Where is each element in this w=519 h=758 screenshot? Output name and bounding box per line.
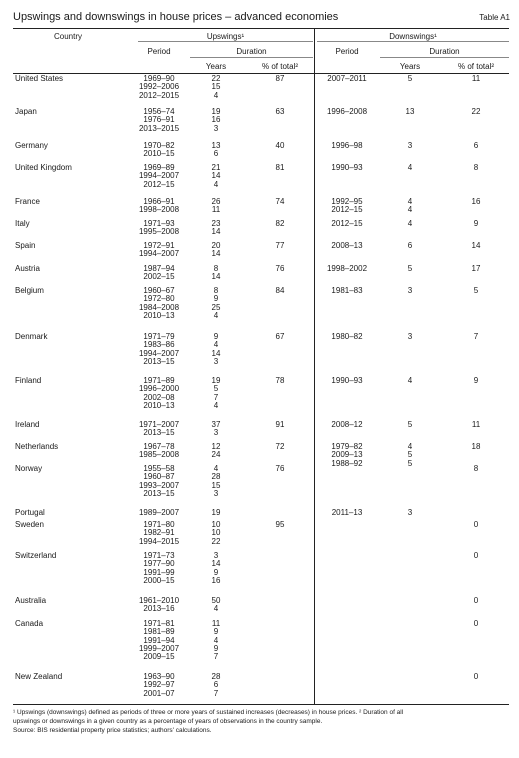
downswing-pct-total: 8 [473, 464, 479, 473]
upswing-period: 2013–2015 [138, 123, 180, 133]
upswing-period: 2001–07 [143, 688, 175, 698]
header-downswings: Downswings¹ [389, 32, 437, 41]
upswing-period: 1981–89 [143, 627, 175, 637]
header-duration-down: Duration [429, 47, 460, 56]
upswing-years: 4 [213, 90, 219, 100]
upswing-period: 2009–15 [143, 652, 175, 662]
downswing-years: 3 [407, 141, 413, 150]
upswing-years: 3 [213, 356, 219, 366]
downswing-period: 2012–15 [331, 219, 363, 228]
upswing-years: 16 [211, 115, 221, 125]
downswing-pct-total: 7 [473, 332, 479, 341]
upswing-period: 2010–13 [143, 400, 175, 410]
bottom-rule [13, 704, 509, 705]
downswing-period: 1990–93 [331, 376, 363, 385]
footnote-1: ¹ Upswings (downswings) defined as periods of three or more years of sustained increases (decreases) in house prices. ² Duration of all [13, 709, 404, 716]
upswing-period: 1955–58 [143, 464, 175, 473]
upswing-years: 37 [211, 420, 221, 429]
downswing-pct-total: 5 [473, 286, 479, 295]
upswing-years: 3 [213, 488, 219, 498]
upswing-years: 8 [213, 286, 219, 295]
upswing-years: 24 [211, 450, 221, 460]
header-pct-down: % of total² [457, 62, 494, 71]
upswing-period: 2013–16 [143, 604, 175, 614]
downswing-period: 1981–83 [331, 286, 363, 295]
upswing-years: 4 [213, 310, 219, 320]
upswing-years: 7 [213, 652, 219, 662]
downswing-period: 2007–2011 [327, 74, 367, 83]
country-name: Japan [15, 107, 37, 116]
upswing-years: 10 [211, 528, 221, 538]
downswing-pct-total: 11 [471, 74, 481, 83]
country-name: Austria [15, 264, 40, 273]
header-period-down: Period [335, 47, 359, 56]
table-id: Table A1 [479, 13, 510, 22]
upswing-period: 1969–90 [143, 74, 175, 83]
upswing-years: 3 [213, 123, 219, 133]
upswing-period: 1994–2015 [138, 536, 180, 546]
upswing-period: 1963–90 [143, 672, 175, 681]
upswing-period: 1992–2006 [138, 82, 180, 92]
country-name: New Zealand [15, 672, 63, 681]
upswing-years: 3 [213, 428, 219, 438]
downswing-years: 3 [407, 286, 413, 295]
upswing-period: 1996–2000 [138, 384, 180, 394]
upswing-years: 14 [211, 227, 221, 237]
downswing-years: 6 [407, 241, 413, 250]
upswing-period: 1992–97 [143, 680, 175, 690]
upswing-pct-total: 91 [275, 420, 285, 429]
downswing-years: 3 [407, 508, 413, 517]
downswing-period: 1996–98 [331, 141, 363, 150]
downswing-pct-total: 0 [473, 520, 479, 529]
upswing-years: 14 [211, 348, 221, 358]
upswing-pct-total: 40 [275, 141, 285, 150]
upswing-years: 13 [211, 141, 221, 150]
upswing-pct-total: 76 [275, 464, 285, 473]
downswing-period: 2012–15 [331, 205, 363, 215]
upswing-years: 4 [213, 464, 219, 473]
upswing-pct-total: 67 [275, 332, 285, 341]
downswing-period: 2011–13 [331, 508, 363, 517]
upswing-period: 1984–2008 [138, 302, 180, 312]
upswing-years: 14 [211, 171, 221, 181]
upswing-years: 4 [213, 179, 219, 189]
downswing-pct-total: 18 [471, 442, 481, 451]
upswing-years: 19 [211, 376, 221, 385]
upswing-period: 2010–15 [143, 149, 175, 159]
upswing-years: 9 [213, 627, 219, 637]
downswing-pct-total: 6 [473, 141, 479, 150]
upswing-period: 1971–73 [143, 551, 175, 560]
upswing-pct-total: 95 [275, 520, 285, 529]
country-name: Netherlands [15, 442, 59, 451]
downswing-years: 4 [407, 376, 413, 385]
upswing-period: 1989–2007 [138, 508, 180, 517]
upswing-period: 1976–91 [143, 115, 175, 125]
upswing-years: 12 [211, 442, 221, 451]
downswing-pct-total: 8 [473, 163, 479, 172]
country-name: Finland [15, 376, 42, 385]
upswing-period: 1970–82 [143, 141, 175, 150]
upswing-years: 11 [211, 205, 221, 215]
upswing-years: 8 [213, 264, 219, 273]
upswing-period: 1960–87 [143, 472, 175, 482]
downswing-years: 4 [407, 197, 413, 206]
upswing-pct-total: 84 [275, 286, 285, 295]
upswing-years: 14 [211, 272, 221, 282]
upswing-period: 1972–80 [143, 294, 175, 304]
upswing-pct-total: 87 [275, 74, 285, 83]
upswing-period: 1971–89 [143, 376, 175, 385]
country-name: Spain [15, 241, 36, 250]
downswing-years: 5 [407, 264, 413, 273]
upswing-period: 2002–15 [143, 272, 175, 282]
upswing-period: 1985–2008 [138, 450, 180, 460]
upswing-period: 1977–90 [143, 559, 175, 569]
upswing-period: 1987–94 [143, 264, 175, 273]
upswing-years: 4 [213, 604, 219, 614]
downswing-pct-total: 22 [471, 107, 481, 116]
upswing-period: 1971–2007 [138, 420, 180, 429]
upswing-period: 1961–2010 [138, 596, 180, 605]
upswing-period: 2012–2015 [138, 90, 180, 100]
upswing-period: 2012–15 [143, 179, 175, 189]
page-title: Upswings and downswings in house prices – advanced economies [13, 11, 339, 23]
upswing-years: 4 [213, 400, 219, 410]
upswing-years: 28 [211, 672, 221, 681]
downswing-period: 2009–13 [331, 450, 363, 460]
upswing-years: 9 [213, 332, 219, 341]
upswing-years: 14 [211, 249, 221, 259]
upswing-pct-total: 78 [275, 376, 285, 385]
footnote-source: Source: BIS residential property price statistics; authors' calculations. [13, 727, 212, 734]
header-period-up: Period [147, 47, 171, 56]
upswing-years: 14 [211, 559, 221, 569]
upswing-years: 5 [213, 384, 219, 394]
upswing-period: 1994–2007 [138, 348, 180, 358]
upswing-period: 1966–91 [143, 197, 175, 206]
downswing-years: 3 [407, 332, 413, 341]
upswing-period: 1999–2007 [138, 643, 180, 653]
duration-underline-up [190, 57, 313, 58]
downswing-period: 1979–82 [331, 442, 363, 451]
upswing-period: 2002–08 [143, 392, 175, 402]
upswing-years: 21 [211, 163, 221, 172]
downswing-pct-total: 16 [471, 197, 481, 206]
upswing-period: 1994–2007 [138, 249, 180, 259]
downswing-pct-total: 9 [473, 376, 479, 385]
downswing-pct-total: 14 [471, 241, 481, 250]
upswing-period: 1993–2007 [138, 480, 180, 490]
upswing-period: 2010–13 [143, 310, 175, 320]
upswing-period: 1971–80 [143, 520, 175, 529]
upswing-period: 1998–2008 [138, 205, 180, 215]
upswing-period: 1971–93 [143, 219, 175, 228]
upswing-years: 9 [213, 567, 219, 577]
duration-underline-down [380, 57, 509, 58]
upswing-pct-total: 74 [275, 197, 285, 206]
header-upswings: Upswings¹ [206, 32, 245, 41]
upswing-period: 2013–15 [143, 488, 175, 498]
country-name: Canada [15, 619, 44, 628]
country-name: Portugal [15, 508, 45, 517]
upswing-years: 15 [211, 82, 221, 92]
downswing-period: 2008–13 [331, 241, 363, 250]
country-name: Sweden [15, 520, 44, 529]
upswing-years: 6 [213, 149, 219, 159]
upswing-pct-total: 72 [275, 442, 285, 451]
downswing-period: 1990–93 [331, 163, 363, 172]
upswing-period: 1967–78 [143, 442, 175, 451]
header-duration-up: Duration [236, 47, 267, 56]
upswing-years: 50 [211, 596, 221, 605]
upswing-years: 11 [211, 619, 221, 628]
column-divider [314, 28, 315, 704]
upswing-years: 20 [211, 241, 221, 250]
country-name: Australia [15, 596, 47, 605]
footnote-2: upswings or downswings in a given country as a percentage of years of observations in the country sample. [13, 718, 323, 725]
upswing-period: 1972–91 [143, 241, 175, 250]
upswing-period: 1994–2007 [138, 171, 180, 181]
upswing-years: 4 [213, 635, 219, 645]
downswing-pct-total: 17 [471, 264, 481, 273]
downswing-years: 4 [407, 163, 413, 172]
upswing-years: 7 [213, 688, 219, 698]
country-name: Belgium [15, 286, 44, 295]
upswing-years: 19 [211, 508, 221, 517]
downswing-years: 5 [407, 450, 413, 460]
upswing-years: 19 [211, 107, 221, 116]
upswing-period: 2013–15 [143, 428, 175, 438]
downswing-years: 13 [405, 107, 415, 116]
upswing-period: 1995–2008 [138, 227, 180, 237]
downswing-pct-total: 11 [471, 420, 481, 429]
upswing-years: 9 [213, 643, 219, 653]
downswing-years: 5 [407, 74, 413, 83]
header-years-up: Years [205, 62, 227, 71]
downswing-period: 1996–2008 [326, 107, 368, 116]
country-name: Denmark [15, 332, 48, 341]
upswing-period: 1991–94 [143, 635, 175, 645]
upswing-years: 9 [213, 294, 219, 304]
upswing-period: 1971–81 [143, 619, 175, 628]
upswing-years: 22 [211, 74, 221, 83]
downswing-pct-total: 9 [473, 219, 479, 228]
upswing-period: 2013–15 [143, 356, 175, 366]
upswing-pct-total: 81 [275, 163, 285, 172]
country-name: Italy [15, 219, 30, 228]
upswing-years: 25 [211, 302, 221, 312]
country-name: France [15, 197, 40, 206]
downswing-pct-total: 0 [473, 672, 479, 681]
downswing-years: 4 [407, 442, 413, 451]
header-years-down: Years [399, 62, 421, 71]
downswing-pct-total: 0 [473, 551, 479, 560]
upswing-period: 1971–79 [143, 332, 175, 341]
downswing-period: 1980–82 [331, 332, 363, 341]
country-name: Switzerland [15, 551, 57, 560]
upswing-years: 15 [211, 480, 221, 490]
downswing-years: 4 [407, 205, 413, 215]
upswing-pct-total: 77 [275, 241, 285, 250]
country-name: Germany [15, 141, 48, 150]
downswing-period: 1998–2002 [326, 264, 368, 273]
upswing-years: 10 [211, 520, 221, 529]
upswing-years: 3 [213, 551, 219, 560]
upswing-pct-total: 82 [275, 219, 285, 228]
upswing-period: 1983–86 [143, 340, 175, 350]
upswing-period: 1982–91 [143, 528, 175, 538]
upswing-pct-total: 76 [275, 264, 285, 273]
upswing-years: 22 [211, 536, 221, 546]
downswing-years: 5 [407, 420, 413, 429]
upswing-period: 1969–89 [143, 163, 175, 172]
downswing-pct-total: 0 [473, 619, 479, 628]
upswing-years: 28 [211, 472, 221, 482]
country-name: United States [15, 74, 64, 83]
upswings-underline [138, 41, 313, 42]
upswing-period: 1991–99 [143, 567, 175, 577]
upswing-period: 1960–67 [143, 286, 175, 295]
upswing-years: 16 [211, 575, 221, 585]
upswing-period: 1956–74 [143, 107, 175, 116]
header-pct-up: % of total² [261, 62, 298, 71]
downswings-underline [317, 41, 509, 42]
upswing-years: 23 [211, 219, 221, 228]
header-country: Country [53, 32, 82, 41]
downswing-period: 1992–95 [331, 197, 363, 206]
country-name: Ireland [15, 420, 40, 429]
downswing-years: 5 [407, 458, 413, 468]
downswing-period: 2008–12 [331, 420, 363, 429]
downswing-years: 4 [407, 219, 413, 228]
upswing-years: 26 [211, 197, 221, 206]
top-rule [13, 28, 509, 29]
upswing-years: 6 [213, 680, 219, 690]
upswing-years: 4 [213, 340, 219, 350]
upswing-years: 7 [213, 392, 219, 402]
upswing-pct-total: 63 [275, 107, 285, 116]
downswing-pct-total: 0 [473, 596, 479, 605]
country-name: Norway [15, 464, 43, 473]
upswing-period: 2000–15 [143, 575, 175, 585]
downswing-period: 1988–92 [331, 458, 363, 468]
country-name: United Kingdom [15, 163, 72, 172]
